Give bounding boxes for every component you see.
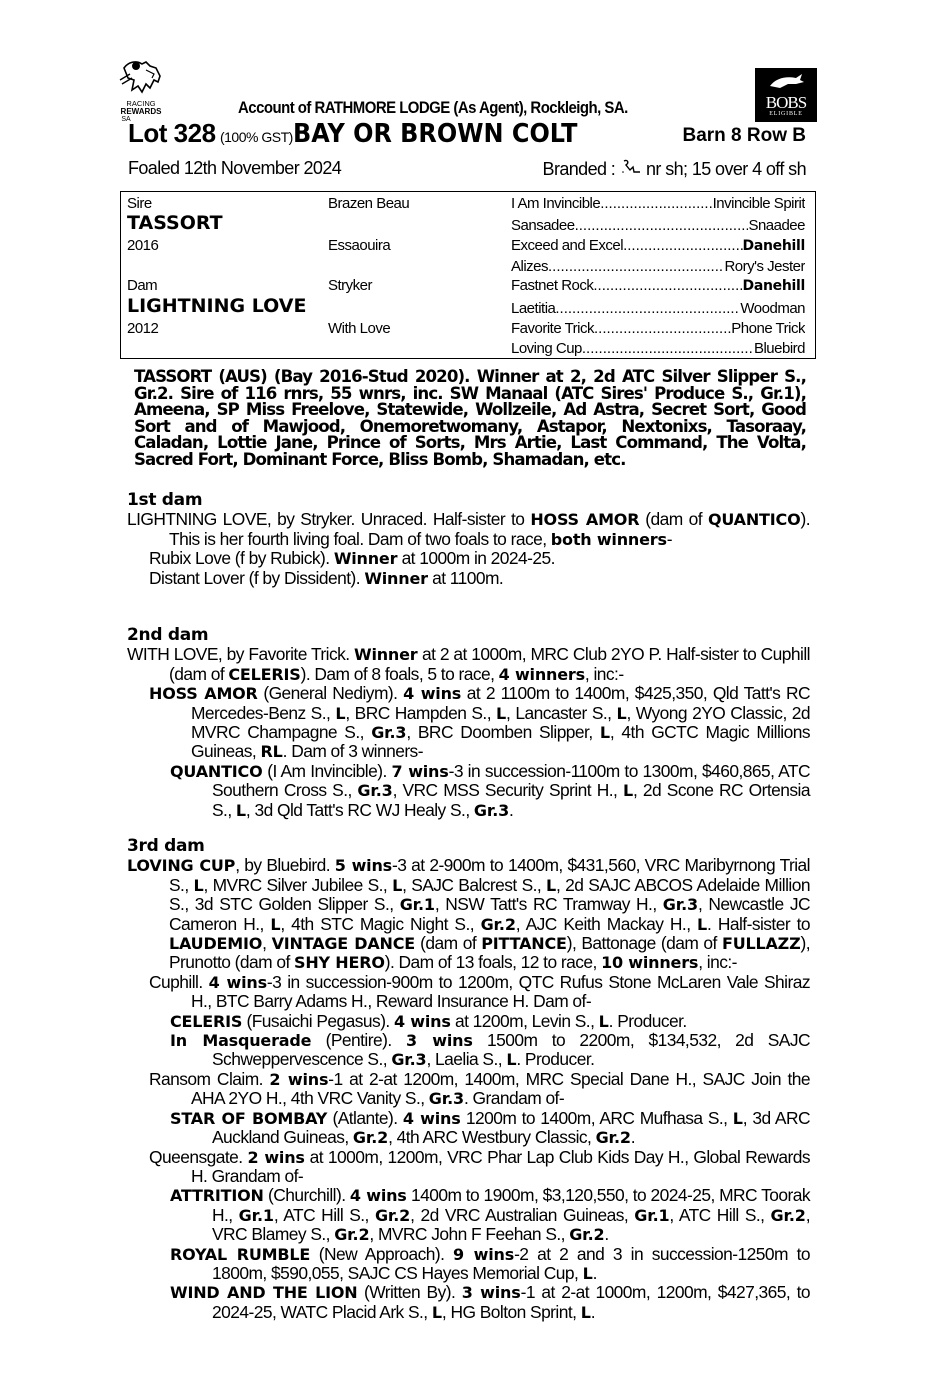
bold-run: Gr.1 bbox=[238, 1205, 274, 1225]
text-run: . bbox=[509, 799, 514, 820]
barn-location: Barn 8 Row B bbox=[682, 125, 806, 146]
text-run: . bbox=[590, 1301, 596, 1322]
bold-run: ATTRITION bbox=[170, 1186, 264, 1206]
dam-label: Dam bbox=[127, 277, 158, 294]
text-run: , inc:- bbox=[584, 663, 624, 684]
text-run: WITH LOVE, by Favorite Trick. bbox=[127, 644, 354, 665]
bold-run: WIND AND THE LION bbox=[170, 1283, 358, 1303]
vendor-account: Account of RATHMORE LODGE (As Agent), Rockleigh, SA. bbox=[238, 98, 628, 117]
bold-run: HOSS AMOR bbox=[530, 510, 640, 530]
ggp-right: Woodman bbox=[740, 300, 805, 317]
pedigree-entry bbox=[127, 1245, 810, 1284]
bold-run: STAR OF BOMBAY bbox=[170, 1108, 328, 1128]
text-run: . bbox=[604, 1224, 609, 1245]
text-run: 1200m to 1400m, ARC Mufhasa S., bbox=[460, 1107, 733, 1128]
text-run: , HG Bolton Sprint, bbox=[441, 1301, 581, 1322]
bold-run: 4 wins bbox=[402, 1108, 461, 1128]
bold-run: Gr.3 bbox=[473, 800, 510, 820]
text-run: ). This is her fourth living foal. Dam of two foals to race, bbox=[169, 509, 811, 549]
bold-run: CELERIS bbox=[228, 664, 301, 684]
second-dam-section bbox=[127, 626, 810, 820]
text-run: , Laelia S., bbox=[426, 1049, 507, 1070]
great-grandparent-row bbox=[511, 217, 805, 235]
text-run: , ATC Hill S., bbox=[273, 1204, 375, 1225]
bold-run: L bbox=[732, 1108, 743, 1128]
text-run: (I Am Invincible). bbox=[262, 760, 392, 781]
text-run: , 2d VRC Australian Guineas, bbox=[410, 1204, 635, 1225]
text-run: at 1100m. bbox=[427, 567, 504, 588]
ggp-left: Favorite Trick bbox=[511, 320, 595, 337]
horse-description: BAY OR BROWN COLT bbox=[292, 119, 578, 149]
text-run: , by Bluebird. bbox=[235, 855, 335, 876]
bold-run: 2 wins bbox=[269, 1069, 329, 1089]
branded-details: nr sh; 15 over 4 off sh bbox=[646, 159, 806, 179]
ggp-right: Phone Trick bbox=[731, 320, 805, 337]
text-run: -3 at 2-900m to 1400m, $431,560, VRC Maribyrnong Trial S., bbox=[169, 855, 810, 895]
bold-run: 4 wins bbox=[403, 684, 462, 704]
bold-run: Gr.3 bbox=[662, 895, 698, 915]
text-run: Distant Lover (f by Dissident). bbox=[149, 567, 365, 588]
text-run: ), Prunotto (dam of bbox=[169, 933, 810, 973]
text-run: at 1000m in 2024-25. bbox=[397, 548, 555, 569]
section-heading: 1st dam bbox=[127, 490, 203, 510]
bold-run: 4 wins bbox=[349, 1186, 407, 1206]
section-entries bbox=[127, 856, 810, 1322]
text-run: . Producer. bbox=[516, 1049, 595, 1070]
ggp-right: Danehill bbox=[742, 278, 805, 294]
text-run: (dam of bbox=[415, 933, 482, 954]
text-run: , 2d Scone RC Ortensia S., bbox=[212, 780, 810, 820]
pedigree-entry bbox=[127, 645, 810, 684]
text-run: Queensgate. bbox=[149, 1146, 248, 1167]
pedigree-entry bbox=[127, 1186, 810, 1244]
text-run: , Wyong 2YO Classic, 2d MVRC Champagne S., bbox=[191, 702, 811, 743]
bold-run: L bbox=[392, 875, 403, 895]
bold-run: 4 winners bbox=[498, 664, 585, 684]
leader-dots bbox=[600, 195, 712, 213]
bold-run: Gr.1 bbox=[634, 1205, 670, 1225]
bold-run: 4 wins bbox=[208, 972, 267, 992]
great-grandparent-row bbox=[511, 258, 805, 276]
text-run: . Grandam of- bbox=[463, 1088, 565, 1109]
leader-dots bbox=[548, 258, 724, 276]
text-run: (dam of bbox=[639, 509, 708, 530]
text-run: . Dam of 3 winners- bbox=[282, 741, 423, 762]
bold-run: L bbox=[599, 723, 610, 743]
foaled-date: Foaled 12th November 2024 bbox=[128, 158, 342, 178]
pedigree-entry bbox=[127, 569, 810, 588]
text-run: at 2 1100m to 1400m, $425,350, Qld Tatt's RC Mercedes-Benz S., bbox=[191, 683, 810, 723]
ggp-left: Fastnet Rock bbox=[511, 277, 594, 294]
bold-run: L bbox=[622, 781, 633, 801]
text-run: , MVRC John F Feehan S., bbox=[369, 1224, 570, 1245]
pedigree-entry bbox=[127, 1283, 810, 1322]
bold-run: 7 wins bbox=[391, 761, 449, 781]
pedigree-entry bbox=[127, 510, 810, 549]
logo-line-rewards: REWARDS bbox=[120, 107, 162, 116]
bold-run: L bbox=[193, 875, 204, 895]
text-run: ). Dam of 13 foals, 12 to race, bbox=[384, 952, 602, 973]
pedigree-entry bbox=[127, 1148, 810, 1187]
text-run: , Lancaster S., bbox=[506, 702, 617, 723]
great-grandparent-row bbox=[511, 277, 805, 295]
section-entries bbox=[127, 645, 810, 820]
text-run: , 4th STC Magic Night S., bbox=[280, 913, 481, 934]
text-run: (Churchill). bbox=[263, 1185, 350, 1206]
text-run: ). Dam of 8 foals, 5 to race, bbox=[300, 663, 499, 684]
bold-run: Gr.3 bbox=[357, 781, 393, 801]
bold-run: Gr.3 bbox=[428, 1089, 464, 1109]
text-run: , 4th GCTC Magic Millions Guineas, bbox=[191, 722, 810, 762]
bold-run: CELERIS bbox=[170, 1011, 243, 1031]
text-run: -1 at 2-at 1200m, 1400m, MRC Special Dane H., SAJC Join the AHA 2YO H., 4th VRC Vanity S., bbox=[191, 1068, 810, 1109]
text-run: at 1200m, Levin S., bbox=[450, 1010, 599, 1031]
text-run: , SAJC Balcrest S., bbox=[402, 874, 547, 895]
great-grandparent-row bbox=[511, 340, 805, 358]
bold-run: Gr.2 bbox=[374, 1205, 411, 1225]
leader-dots bbox=[594, 320, 731, 338]
ggp-left: Loving Cup bbox=[511, 340, 582, 357]
bold-run: L bbox=[598, 1011, 609, 1031]
text-run: (Atlante). bbox=[327, 1107, 403, 1128]
bold-run: 10 winners bbox=[601, 953, 699, 973]
bold-run: Gr.2 bbox=[352, 1128, 389, 1148]
bold-run: SHY HERO bbox=[294, 953, 385, 973]
text-run: -1 at 2-at 1000m, 1200m, $427,365, to 2024-25, WATC Placid Ark S., bbox=[212, 1282, 811, 1322]
text-run: at 1000m, 1200m, VRC Phar Lap Club Kids Day H., Global Rewards H. Grandam of- bbox=[191, 1146, 810, 1186]
ggp-left: Sansadee bbox=[511, 217, 575, 234]
section-heading: 3rd dam bbox=[127, 836, 205, 856]
text-run: , 4th ARC Westbury Classic, bbox=[388, 1127, 596, 1148]
text-run: ), Battonage (dam of bbox=[566, 933, 722, 954]
sire-dam: Essaouira bbox=[328, 237, 391, 254]
great-grandparent-row bbox=[511, 195, 805, 213]
bold-run: FULLAZZ bbox=[721, 934, 801, 954]
bold-run: L bbox=[546, 875, 557, 895]
text-run: , VRC Blamey S., bbox=[212, 1204, 810, 1245]
horse-head-icon bbox=[766, 72, 806, 90]
bold-run: L bbox=[431, 1302, 442, 1322]
sire-sire: Brazen Beau bbox=[328, 195, 410, 212]
bold-run: PITTANCE bbox=[481, 934, 567, 954]
section-heading: 2nd dam bbox=[127, 625, 209, 645]
text-run: , ATC Hill S., bbox=[669, 1204, 771, 1225]
logo-line-sa: SA bbox=[121, 116, 131, 123]
pedigree-entry bbox=[127, 549, 810, 568]
bold-run: Winner bbox=[354, 645, 418, 665]
leader-dots bbox=[582, 340, 754, 358]
bold-run: Gr.2 bbox=[480, 914, 516, 934]
bold-run: QUANTICO bbox=[707, 510, 801, 530]
bobs-eligible-logo bbox=[755, 68, 817, 122]
bold-run: L bbox=[506, 1050, 517, 1070]
pedigree-table bbox=[120, 191, 816, 359]
leader-dots bbox=[593, 277, 742, 295]
bold-run: 3 wins bbox=[405, 1031, 473, 1051]
lot-number: Lot 328 bbox=[128, 118, 216, 148]
bold-run: Gr.2 bbox=[334, 1225, 370, 1245]
lot-line bbox=[128, 118, 602, 149]
text-run: , BRC Doomben Slipper, bbox=[406, 722, 600, 743]
bold-run: QUANTICO bbox=[170, 761, 263, 781]
bold-run: Winner bbox=[333, 549, 398, 569]
bold-run: 5 wins bbox=[334, 856, 392, 876]
bold-run: LAUDEMIO bbox=[169, 934, 263, 954]
bold-run: L bbox=[235, 800, 246, 820]
text-run: -3 in succession-1100m to 1300m, $460,865, ATC Southern Cross S., bbox=[212, 760, 810, 801]
text-run: , AJC Keith Mackay H., bbox=[515, 913, 698, 934]
text-run: , Newcastle JC Cameron H., bbox=[169, 894, 810, 934]
leader-dots bbox=[623, 237, 742, 255]
ggp-right: Rory's Jester bbox=[724, 258, 805, 275]
bold-run: both winners bbox=[550, 529, 667, 549]
text-run: , NSW Tatt's RC Tramway H., bbox=[434, 894, 663, 915]
text-run: Ransom Claim. bbox=[149, 1068, 270, 1089]
ggp-right: Bluebird bbox=[753, 340, 805, 357]
text-run: , MVRC Silver Jubilee S., bbox=[203, 874, 393, 895]
bold-run: RL bbox=[260, 742, 283, 762]
bold-run: 4 wins bbox=[394, 1011, 451, 1031]
bold-run: Winner bbox=[364, 568, 428, 588]
text-run: , 2d SAJC ABCOS Adelaide Million S., 3d STC Golden Slipper S., bbox=[169, 874, 810, 915]
bold-run: HOSS AMOR bbox=[149, 684, 258, 704]
dam-sire: Stryker bbox=[328, 277, 373, 294]
bold-run: Gr.2 bbox=[569, 1225, 605, 1245]
jockey-horse-icon bbox=[116, 58, 166, 100]
text-run: 1500m to 2200m, $134,532, 2d SAJC Schweppervescence S., bbox=[212, 1030, 810, 1070]
bold-run: L bbox=[697, 914, 708, 934]
bold-run: L bbox=[496, 703, 507, 723]
leader-dots bbox=[555, 300, 740, 318]
branding bbox=[543, 158, 806, 180]
gst-note: (100% GST) bbox=[219, 129, 293, 145]
bold-run: ROYAL RUMBLE bbox=[170, 1244, 311, 1264]
bold-run: L bbox=[335, 703, 346, 723]
text-run: - bbox=[666, 528, 673, 549]
bobs-text: BOBS bbox=[765, 93, 807, 112]
bold-run: L bbox=[582, 1263, 593, 1283]
text-run: -2 at 2 and 3 in succession-1250m to 1800m, $590,055, SAJC CS Hayes Memorial Cup, bbox=[212, 1243, 810, 1283]
sire-name: TASSORT bbox=[127, 212, 223, 234]
text-run: (Fusaichi Pegasus). bbox=[242, 1010, 394, 1031]
text-run: , bbox=[262, 933, 272, 954]
bold-run: LOVING CUP bbox=[127, 856, 236, 876]
bold-run: Gr.1 bbox=[399, 895, 435, 915]
text-run: , 3d Qld Tatt's RC WJ Healy S., bbox=[245, 799, 474, 820]
pedigree-entry bbox=[127, 1070, 810, 1109]
ggp-right: Invincible Spirit bbox=[712, 195, 805, 212]
text-run: . Half-sister to bbox=[707, 913, 811, 934]
text-run: Rubix Love (f by Rubick). bbox=[149, 548, 334, 569]
branded-label: Branded : bbox=[542, 159, 616, 179]
text-run: (Pentire). bbox=[311, 1030, 406, 1051]
eligible-text: ELIGIBLE bbox=[769, 111, 803, 117]
great-grandparent-row bbox=[511, 300, 805, 318]
bold-run: L bbox=[616, 703, 627, 723]
great-grandparent-row bbox=[511, 320, 805, 338]
pedigree-entry bbox=[127, 973, 810, 1012]
great-grandparent-row bbox=[511, 237, 805, 255]
ggp-left: Alizes bbox=[511, 258, 549, 275]
ggp-left: I Am Invincible bbox=[511, 195, 601, 212]
ggp-right: Danehill bbox=[742, 238, 805, 254]
text-run: , VRC MSS Security Sprint H., bbox=[392, 780, 623, 801]
bold-run: Gr.2 bbox=[770, 1205, 806, 1225]
pedigree-entry bbox=[127, 1031, 810, 1070]
dam-dam: With Love bbox=[328, 320, 391, 337]
ggp-left: Laetitia bbox=[511, 300, 556, 317]
text-run: , BRC Hampden S., bbox=[345, 702, 497, 723]
pedigree-entry bbox=[127, 856, 810, 972]
pedigree-entry bbox=[127, 1109, 810, 1148]
ggp-left: Exceed and Excel bbox=[511, 237, 624, 254]
text-run: , inc:- bbox=[698, 952, 737, 973]
text-run: , 3d ARC Auckland Guineas, bbox=[212, 1107, 811, 1148]
bold-run: Gr.3 bbox=[371, 723, 407, 743]
sire-label: Sire bbox=[127, 195, 152, 212]
text-run: -3 in succession-900m to 1200m, QTC Rufus Stone McLaren Vale Shiraz H., BTC Barry Adams H., Reward Insurance H. Dam of- bbox=[191, 971, 810, 1012]
text-run: (General Nediym). bbox=[257, 683, 404, 704]
leader-dots bbox=[575, 217, 749, 235]
pedigree-entry bbox=[127, 684, 810, 762]
third-dam-section bbox=[127, 837, 810, 1322]
dam-name: LIGHTNING LOVE bbox=[127, 295, 307, 317]
bold-run: In Masquerade bbox=[170, 1031, 312, 1051]
text-run: 1400m to 1900m, $3,120,550, to 2024-25, MRC Toorak H., bbox=[212, 1185, 811, 1225]
text-run: . bbox=[630, 1127, 636, 1148]
text-run: at 2 at 1000m, MRC Club 2YO P. Half-sister to Cuphill (dam of bbox=[169, 644, 810, 684]
pedigree-entry bbox=[127, 762, 810, 820]
bold-run: L bbox=[580, 1302, 591, 1322]
sire-year: 2016 bbox=[127, 237, 159, 254]
text-run: LIGHTNING LOVE, by Stryker. Unraced. Half-sister to bbox=[127, 509, 531, 530]
section-entries bbox=[127, 510, 810, 588]
pedigree-entry bbox=[127, 1012, 810, 1031]
dam-year: 2012 bbox=[127, 320, 159, 337]
bold-run: 3 wins bbox=[461, 1283, 521, 1303]
bold-run: 2 wins bbox=[247, 1147, 305, 1167]
ggp-right: Snaadee bbox=[748, 217, 805, 234]
bold-run: VINTAGE DANCE bbox=[271, 934, 415, 954]
brand-mark-icon bbox=[620, 158, 642, 178]
sire-summary: TASSORT (AUS) (Bay 2016-Stud 2020). Winner at 2, 2d ATC Silver Slipper S., Gr.2. Sire of 116 rnrs, 55 wnrs, inc. SW Manaal (ATC Sires' Produce S., Gr.1), Ameena, SP Miss Freelove, Statewide, Wollzeile, Ad Astra, Secret Sort, Good Sort and of Mawjood, Onemoretwomany, Astapor, Nextonixs, Tasoraay, Caladan, Lottie Jane, Prince of Sorts, Mrs Artie, Last Command, The Volta, Sacred Fort, Dominant Force, Bliss Bomb, Shamadan, etc. bbox=[134, 367, 806, 469]
text-run: . bbox=[592, 1262, 597, 1283]
text-run: (New Approach). bbox=[310, 1243, 454, 1264]
bold-run: L bbox=[270, 914, 281, 934]
bold-run: Gr.2 bbox=[595, 1128, 631, 1148]
first-dam-section bbox=[127, 491, 810, 588]
text-run: Cuphill. bbox=[149, 971, 209, 992]
text-run: . Producer. bbox=[608, 1010, 687, 1031]
logo-line-racing: RACING bbox=[126, 99, 156, 108]
bold-run: 9 wins bbox=[453, 1244, 515, 1264]
text-run: (Written By). bbox=[357, 1282, 462, 1303]
bold-run: Gr.3 bbox=[391, 1050, 427, 1070]
